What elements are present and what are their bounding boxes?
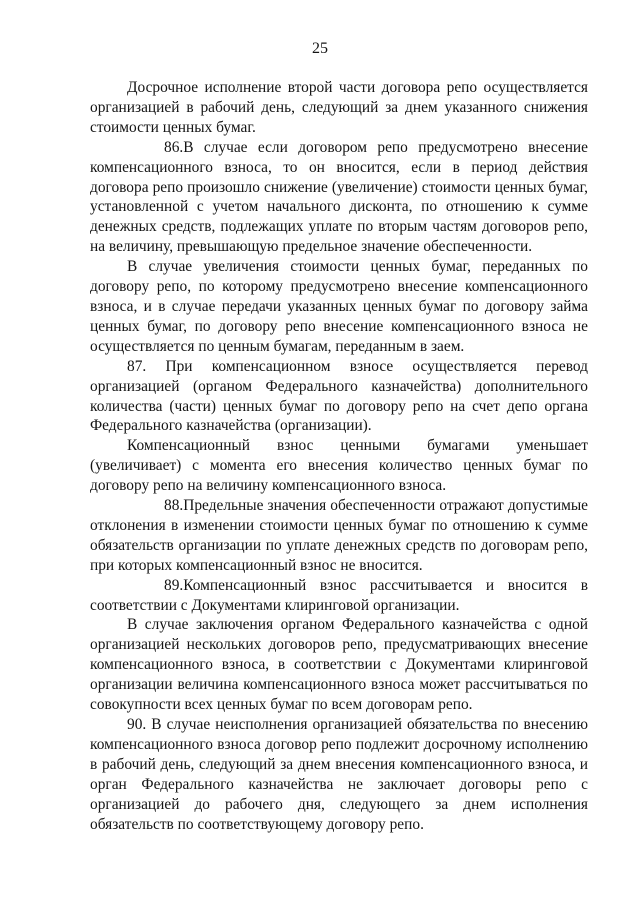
paragraph-number: 88.	[164, 497, 184, 515]
paragraph-87: 87. При компенсационном взносе осуществляется перевод организацией (органом Федерального казначейства) дополнительного количества (части) ценных бумаг по договору репо на счет депо органа Федерального казначейства (организации).	[90, 357, 588, 435]
paragraph-86-cont: В случае увеличения стоимости ценных бумаг, переданных по договору репо, по которому предусмотрено внесение компенсационного взноса, и в случае передачи указанных ценных бумаг по договору займа ценных бумаг, по договору репо внесение компенсационного взноса не осуществляется по ценным бумагам, переданным в заем.	[90, 258, 588, 355]
paragraph-90: 90. В случае неисполнения организацией обязательства по внесению компенсационного взноса договор репо подлежит досрочному исполнению в рабочий день, следующий за днем внесения компенсационного взноса, и орган Федерального казначейства не заключает договоры репо с организацией до рабочего дня, следующего за днем исполнения обязательств по соответствующему договору репо.	[90, 716, 588, 833]
paragraph-86: 86.В случае если договором репо предусмотрено внесение компенсационного взноса, то он вносится, если в период действия договора репо произошло снижение (увеличение) стоимости ценных бумаг, установленной с учетом начального дисконта, по отношению к сумме денежных средств, подлежащих уплате по вторым частям договоров репо, на величину, превышающую предельное значение обеспеченности.	[90, 138, 588, 256]
paragraph-number: 86.	[164, 138, 184, 156]
paragraph-89-cont: В случае заключения органом Федерального казначейства с одной организацией нескольких договоров репо, предусматривающих внесение компенсационного взноса, в соответствии с Документами клиринговой организации величина компенсационного взноса может рассчитываться по совокупности всех ценных бумаг по всем договорам репо.	[90, 616, 588, 714]
paragraph-continuation: Досрочное исполнение второй части договора репо осуществляется организацией в рабочий день, следующий за днем указанного снижения стоимости ценных бумаг.	[90, 79, 588, 136]
page-number: 25	[312, 40, 328, 57]
paragraph-89: 89.Компенсационный взнос рассчитывается и вносится в соответствии с Документами клиринговой организации.	[90, 576, 588, 614]
document-body	[90, 78, 588, 834]
paragraph-number: 89.	[164, 576, 184, 594]
paragraph-88: 88.Предельные значения обеспеченности отражают допустимые отклонения в изменении стоимости ценных бумаг по отношению к сумме обязательств организации по уплате денежных средств по договорам репо, при которых компенсационный взнос не вносится.	[90, 497, 588, 574]
paragraph-87-cont: Компенсационный взнос ценными бумагами уменьшает (увеличивает) с момента его внесения количество ценных бумаг по договору репо на величину компенсационного взноса.	[90, 437, 588, 495]
